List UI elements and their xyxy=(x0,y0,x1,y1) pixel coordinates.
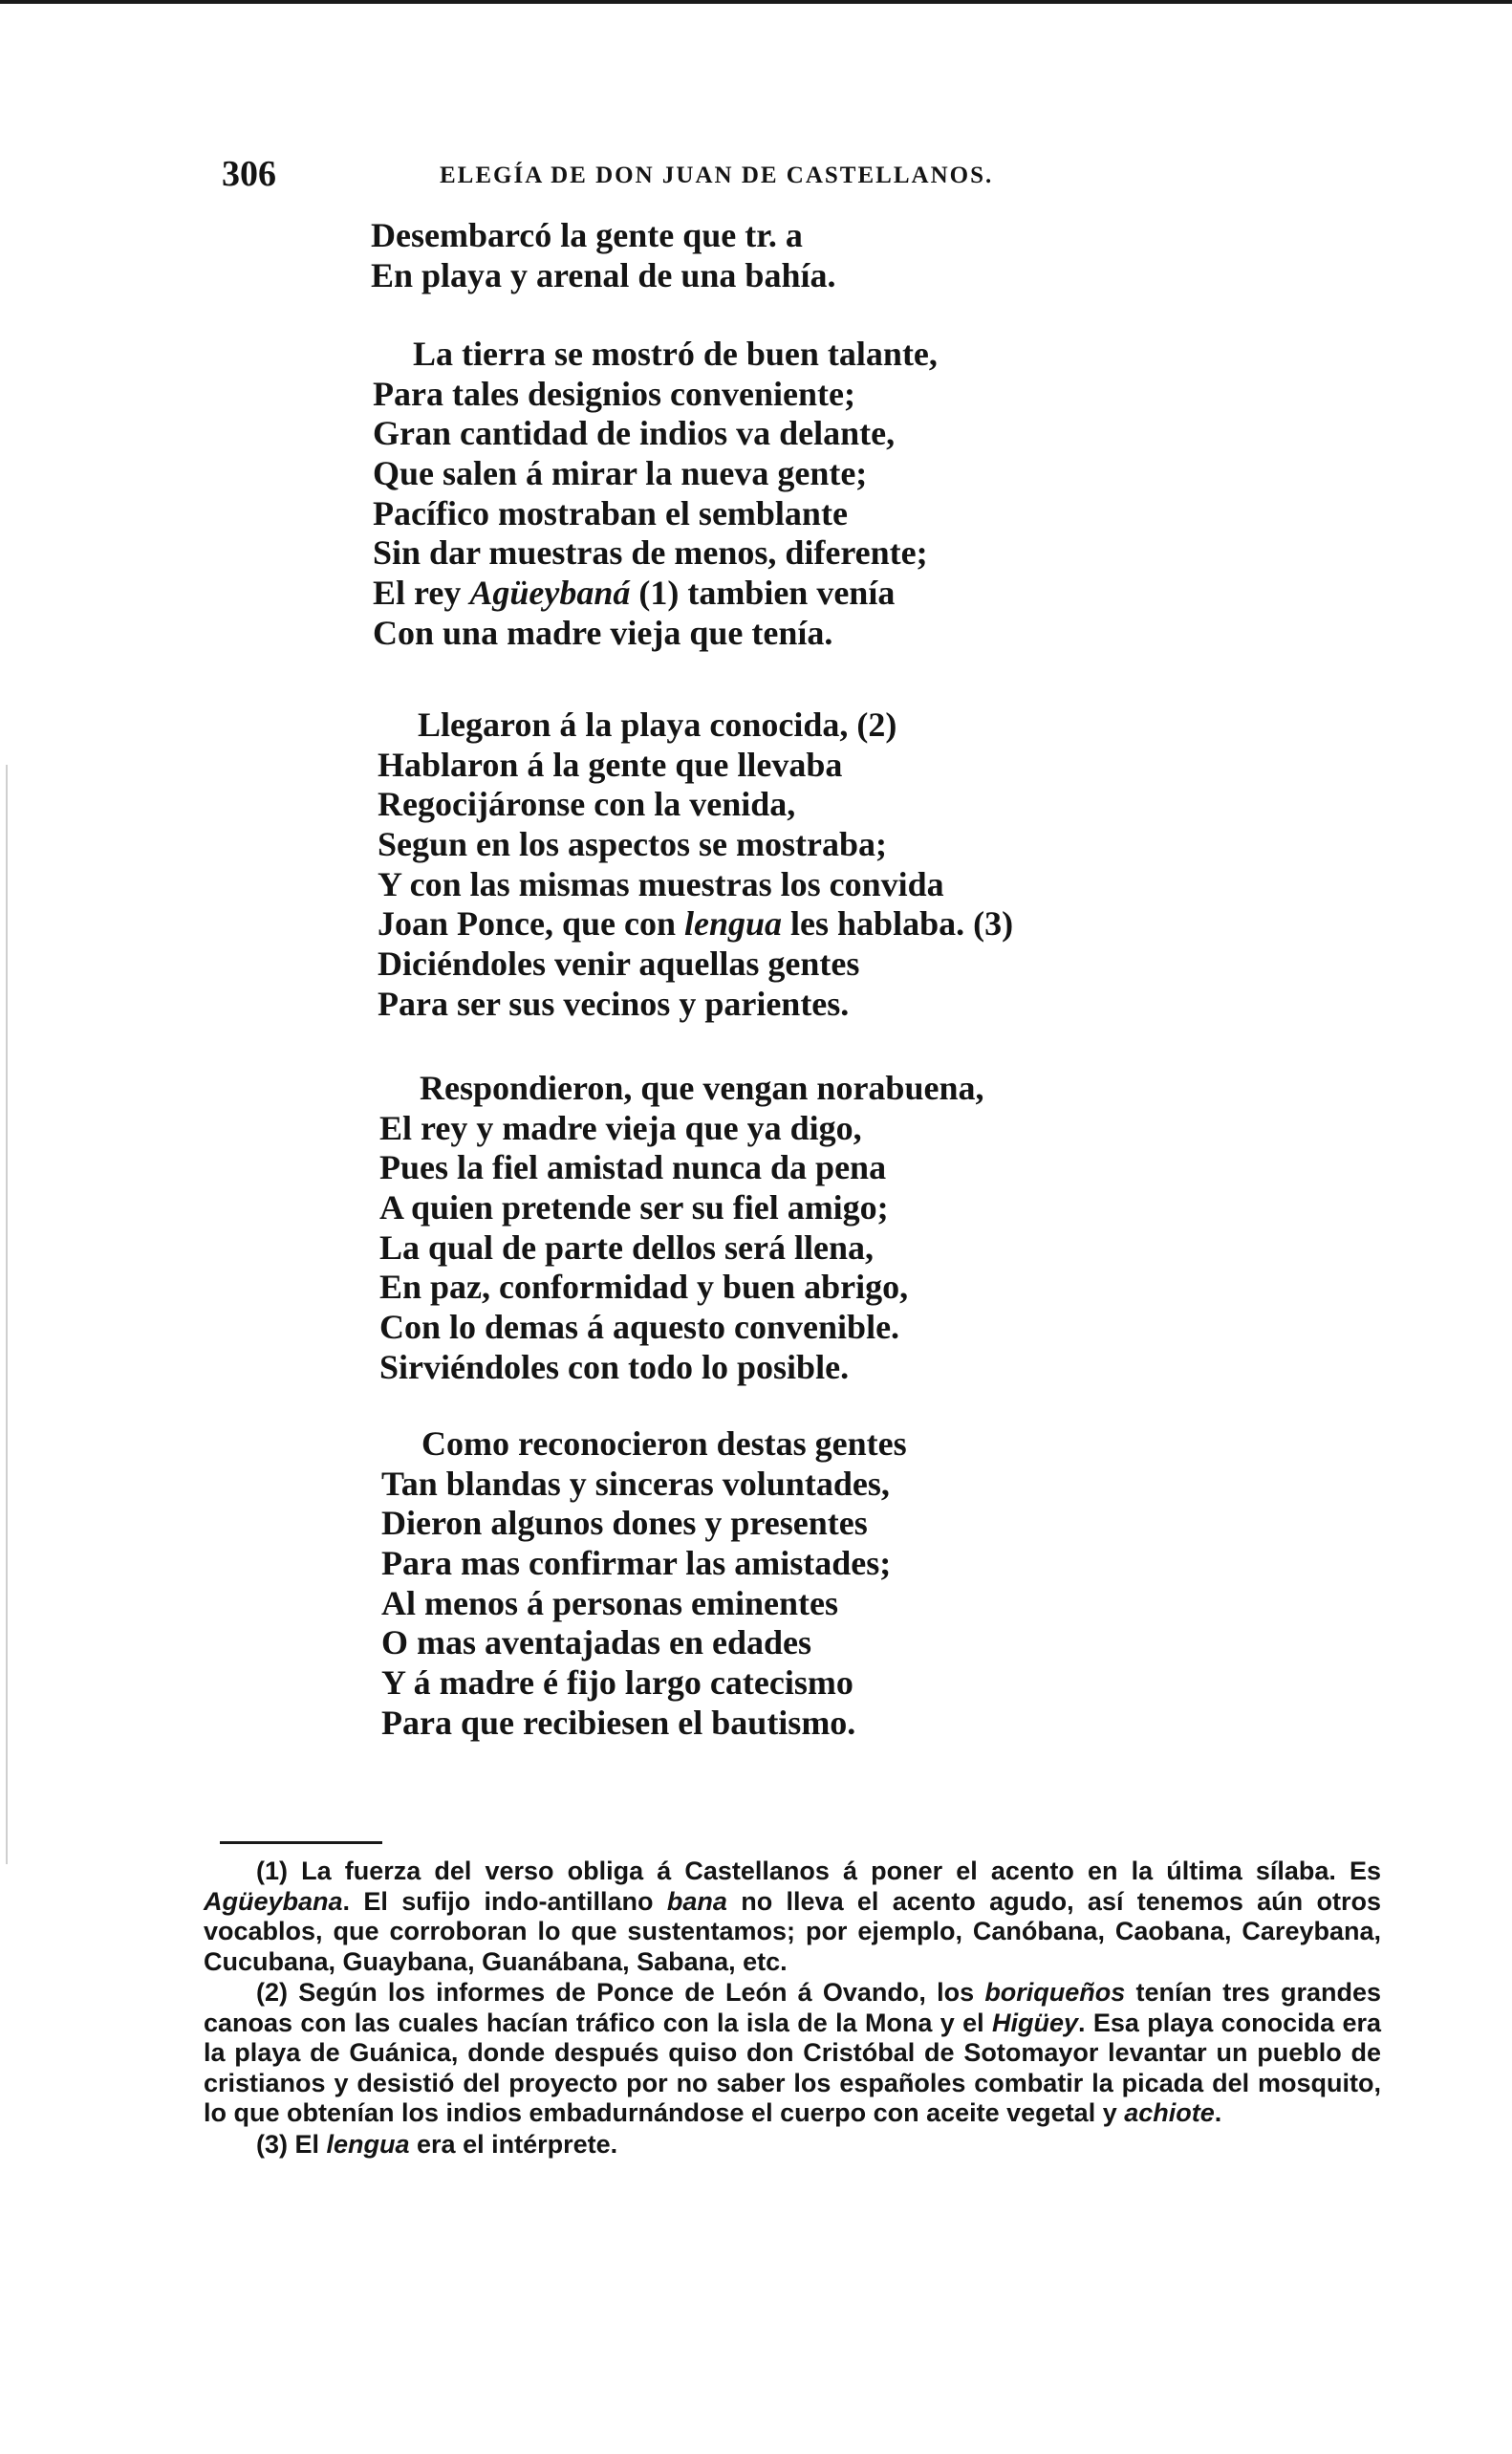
verse-line: A quien pretende ser su fiel amigo; xyxy=(379,1188,889,1227)
verse-line: Desembarcó la gente que tr. a xyxy=(371,216,803,254)
page-header xyxy=(222,153,1101,201)
verse-line: Y con las mismas muestras los convida xyxy=(378,864,944,903)
verse-line: Respondieron, que vengan norabuena, xyxy=(420,1069,984,1107)
italic-word: lengua xyxy=(684,904,783,944)
stanza-5 xyxy=(381,1424,907,1744)
footnote-text: . Esa playa conocida era la playa de Guánica, donde después quiso don Cristóbal de Sotomayor levantar un pueblo de cristianos y desistió del proyecto por no saber los españoles combatir la picada del mosquito, lo que obtenían los indios embadurnándose el cuerpo con aceite vegetal y xyxy=(204,2008,1381,2127)
verse-line: Que salen á mirar la nueva gente; xyxy=(373,454,868,493)
stanza-3 xyxy=(378,706,1013,1025)
footnote-2 xyxy=(204,1978,1381,2129)
verse-line: Gran cantidad de indios va delante, xyxy=(373,414,896,453)
footnote-separator xyxy=(220,1841,382,1844)
verse-text: les hablaba. xyxy=(782,904,974,944)
footnote-3 xyxy=(204,2130,1381,2161)
italic-name: Agüeybaná xyxy=(469,574,631,613)
verse-line: La qual de parte dellos será llena, xyxy=(379,1227,875,1267)
footnote-italic: bana xyxy=(666,1886,727,1916)
verse-line: Para que recibiesen el bautismo. xyxy=(381,1703,856,1742)
footnote-italic: Agüeybana xyxy=(204,1886,343,1916)
verse-line: En playa y arenal de una bahía. xyxy=(371,255,836,294)
footnote-italic: Higüey xyxy=(991,2008,1079,2037)
page-number: 306 xyxy=(222,154,276,194)
verse-text: Joan Ponce, que con xyxy=(378,904,685,944)
footnote-text: (2) Según los informes de Ponce de León á Ovando, los xyxy=(256,1978,985,2007)
stanza-2 xyxy=(373,335,938,654)
verse-line: Hablaron á la gente que llevaba xyxy=(378,745,843,784)
footnote-ref-1: (1) xyxy=(630,574,688,613)
verse-line: O mas aventajadas en edades xyxy=(381,1623,812,1662)
verse-line: Para tales designios conveniente; xyxy=(373,374,855,413)
footnotes xyxy=(204,1857,1381,2161)
footnote-text: . xyxy=(1214,2098,1222,2127)
footnote-1 xyxy=(204,1857,1381,1977)
verse-line xyxy=(373,574,938,614)
footnote-italic: lengua xyxy=(326,2129,410,2159)
footnote-text: (3) El xyxy=(256,2129,327,2159)
verse-line: Pacífico mostraban el semblante xyxy=(373,493,848,532)
verse-line: En paz, conformidad y buen abrigo, xyxy=(379,1268,909,1307)
verse-line: Como reconocieron destas gentes xyxy=(421,1424,907,1463)
footnote-italic: boriqueños xyxy=(984,1978,1126,2007)
verse-line: Sin dar muestras de menos, diferente; xyxy=(373,533,928,573)
verse-line: Dieron algunos dones y presentes xyxy=(381,1504,868,1543)
footnote-text: era el intérprete. xyxy=(409,2129,618,2159)
footnote-text: (1) La fuerza del verso obliga á Castellanos á poner el acento en la última sílaba. Es xyxy=(256,1857,1381,1885)
verse-text: Llegaron á la playa conocida, xyxy=(418,706,857,744)
verse-line: Diciéndoles venir aquellas gentes xyxy=(378,945,860,984)
left-margin-rule xyxy=(6,765,8,1864)
verse-line: Con una madre vieja que tenía. xyxy=(373,613,833,652)
verse-line: Con lo demas á aquesto convenible. xyxy=(379,1308,900,1347)
footnote-text: tenían tres grandes canoas con las cuales hacían tráfico con la isla de la Mona y el xyxy=(204,1978,1381,2037)
verse-line: La tierra se mostró de buen talante, xyxy=(413,335,938,373)
running-head: ELEGÍA DE DON JUAN DE CASTELLANOS. xyxy=(440,163,994,188)
verse-text: El rey xyxy=(373,574,470,613)
verse-line: Regocijáronse con la venida, xyxy=(378,785,796,824)
top-edge-rule xyxy=(0,0,1512,4)
verse-line: El rey y madre vieja que ya digo, xyxy=(379,1108,862,1147)
verse-line xyxy=(378,904,1013,945)
footnote-italic: achiote xyxy=(1124,2098,1215,2127)
footnote-ref-3: (3) xyxy=(973,904,1014,944)
verse-text: tambien venía xyxy=(687,574,896,613)
footnote-text: . El sufijo indo-antillano xyxy=(342,1886,667,1916)
verse-line: Pues la fiel amistad nunca da pena xyxy=(379,1148,887,1187)
verse-line xyxy=(378,706,1013,746)
footnote-ref-2: (2) xyxy=(856,706,897,744)
verse-line: Al menos á personas eminentes xyxy=(381,1583,838,1622)
verse-line: Para mas confirmar las amistades; xyxy=(381,1544,892,1583)
stanza-4 xyxy=(379,1069,983,1388)
verse-line: Segun en los aspectos se mostraba; xyxy=(378,825,888,864)
verse-line: Sirviéndoles con todo lo posible. xyxy=(379,1347,850,1386)
verse-line: Tan blandas y sinceras voluntades, xyxy=(381,1464,890,1503)
footnote-text: no lleva el acento agudo, así tenemos aún otros vocablos, que corroboran lo que sustentamos; por ejemplo, Canóbana, Caobana, Careybana, Cucubana, Guaybana, Guanábana, Sabana, etc. xyxy=(204,1886,1381,1976)
stanza-1 xyxy=(371,216,835,295)
verse-line: Y á madre é fijo largo catecismo xyxy=(381,1663,853,1703)
verse-line: Para ser sus vecinos y parientes. xyxy=(378,984,850,1023)
